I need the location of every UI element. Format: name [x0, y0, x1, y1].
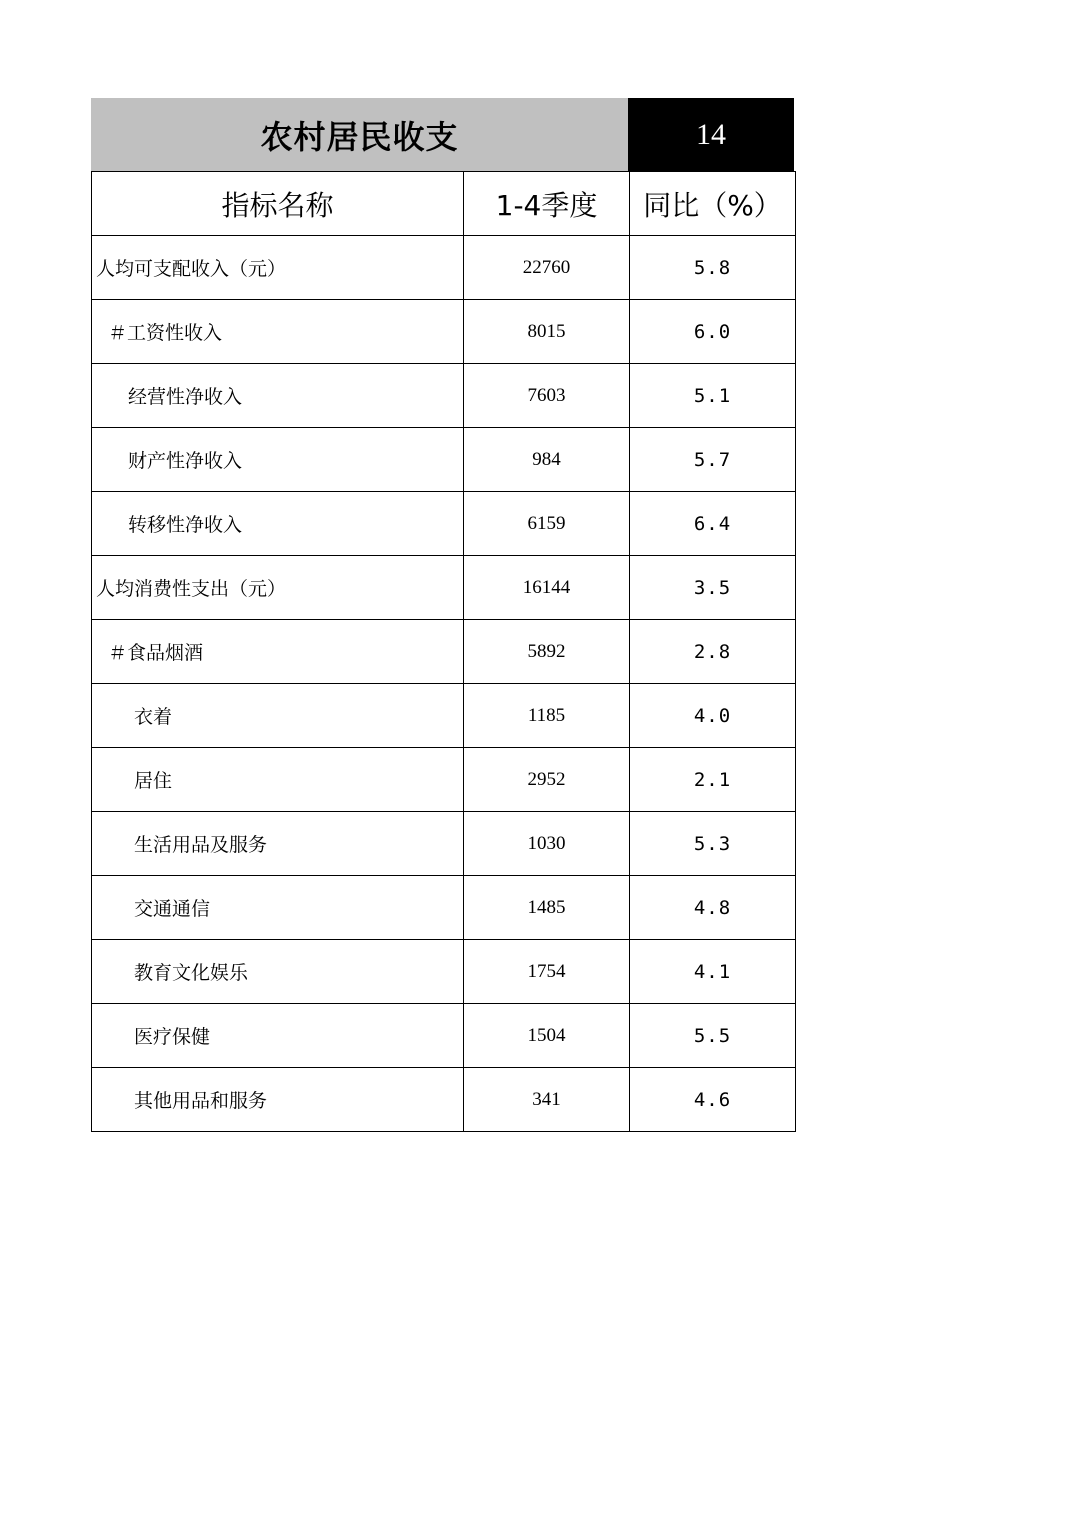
yoy-cell: 4.0: [630, 684, 796, 748]
title-bar: [91, 98, 794, 171]
table-row: [92, 300, 796, 364]
yoy-cell: 6.0: [630, 300, 796, 364]
value-cell: 7603: [464, 364, 630, 428]
table-row: [92, 876, 796, 940]
page-number-badge: 14: [628, 98, 794, 171]
yoy-cell: 2.8: [630, 620, 796, 684]
page-title: 农村居民收支: [91, 98, 628, 171]
table-row: [92, 364, 796, 428]
yoy-cell: 5.1: [630, 364, 796, 428]
indicator-name-cell: 人均消费性支出（元）: [92, 556, 464, 620]
indicator-name-cell: 交通通信: [92, 876, 464, 940]
value-cell: 22760: [464, 236, 630, 300]
indicator-name-cell: 经营性净收入: [92, 364, 464, 428]
yoy-cell: 5.5: [630, 1004, 796, 1068]
table-row: [92, 492, 796, 556]
table-row: [92, 556, 796, 620]
yoy-cell: 4.6: [630, 1068, 796, 1132]
value-cell: 8015: [464, 300, 630, 364]
indicator-name-cell: 居住: [92, 748, 464, 812]
value-cell: 1185: [464, 684, 630, 748]
value-cell: 1504: [464, 1004, 630, 1068]
indicator-name-cell: 财产性净收入: [92, 428, 464, 492]
value-cell: 16144: [464, 556, 630, 620]
indicator-name-cell: 生活用品及服务: [92, 812, 464, 876]
column-header-period: 1-4季度: [464, 172, 630, 236]
table-row: [92, 940, 796, 1004]
table-row: [92, 812, 796, 876]
yoy-cell: 6.4: [630, 492, 796, 556]
indicator-name-cell: ＃工资性收入: [92, 300, 464, 364]
value-cell: 341: [464, 1068, 630, 1132]
yoy-cell: 5.8: [630, 236, 796, 300]
header-row: [92, 172, 796, 236]
yoy-cell: 5.7: [630, 428, 796, 492]
table-row: [92, 620, 796, 684]
stats-sheet: [91, 98, 794, 1132]
table-row: [92, 1004, 796, 1068]
indicator-name-cell: 教育文化娱乐: [92, 940, 464, 1004]
indicator-name-cell: 其他用品和服务: [92, 1068, 464, 1132]
column-header-yoy: 同比（%）: [630, 172, 796, 236]
table-row: [92, 428, 796, 492]
value-cell: 5892: [464, 620, 630, 684]
indicator-name-cell: 医疗保健: [92, 1004, 464, 1068]
data-table: [91, 171, 796, 1132]
yoy-cell: 2.1: [630, 748, 796, 812]
indicator-name-cell: 转移性净收入: [92, 492, 464, 556]
table-row: [92, 748, 796, 812]
value-cell: 2952: [464, 748, 630, 812]
table-row: [92, 1068, 796, 1132]
indicator-name-cell: ＃食品烟酒: [92, 620, 464, 684]
yoy-cell: 5.3: [630, 812, 796, 876]
value-cell: 1030: [464, 812, 630, 876]
table-row: [92, 236, 796, 300]
yoy-cell: 3.5: [630, 556, 796, 620]
table-row: [92, 684, 796, 748]
yoy-cell: 4.1: [630, 940, 796, 1004]
value-cell: 1485: [464, 876, 630, 940]
value-cell: 1754: [464, 940, 630, 1004]
yoy-cell: 4.8: [630, 876, 796, 940]
table-body: [92, 236, 796, 1132]
indicator-name-cell: 人均可支配收入（元）: [92, 236, 464, 300]
column-header-indicator: 指标名称: [92, 172, 464, 236]
value-cell: 6159: [464, 492, 630, 556]
value-cell: 984: [464, 428, 630, 492]
indicator-name-cell: 衣着: [92, 684, 464, 748]
